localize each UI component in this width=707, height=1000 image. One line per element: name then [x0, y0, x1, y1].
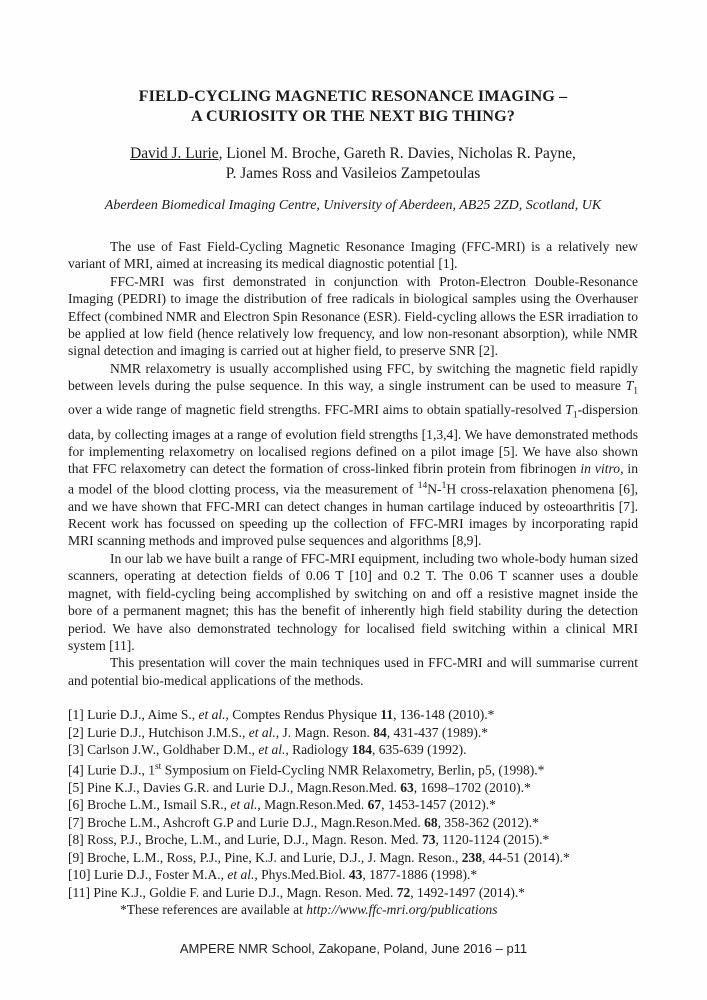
reference-item: [2] Lurie D.J., Hutchison J.M.S., et al., J. Magn. Reson. 84, 431-437 (1989).* [68, 724, 488, 740]
paper-header [68, 86, 638, 215]
reference-item: [8] Ross, P.J., Broche, L.M., and Lurie, D.J., Magn. Reson. Med. 73, 1120-1124 (2015).* [68, 832, 550, 847]
references-availability-note: *These references are available at http://www.ffc-mri.org/publications [120, 902, 498, 917]
paper-title [68, 86, 638, 126]
abstract-paragraph: In our lab we have built a range of FFC-MRI equipment, including two whole-body human sized scanners, operating at detection fields of 0.06 T [10] and 0.2 T. The 0.06 T scanner uses a double magnet, with field-cycling being accomplished by switching on and off a resistive magnet inside the bore of a permanent magnet; this has the benefit of inherently high field stability during the detection period. We have also demonstrated technology for localised field switching within a clinical MRI system [11]. [68, 550, 638, 653]
affiliation: Aberdeen Biomedical Imaging Centre, University of Aberdeen, AB25 2ZD, Scotland, UK [104, 198, 602, 213]
reference-item: [7] Broche L.M., Ashcroft G.P and Lurie D.J., Magn.Reson.Med. 68, 358-362 (2012).* [68, 814, 539, 830]
page-footer: AMPERE NMR School, Zakopane, Poland, June 2016 – p11 [179, 941, 528, 956]
author-list [68, 144, 638, 184]
reference-item: [9] Broche, L.M., Ross, P.J., Pine, K.J. and Lurie, D.J., J. Magn. Reson., 238, 44-51 (2014).* [68, 849, 570, 865]
reference-list [68, 706, 644, 919]
reference-item: [3] Carlson J.W., Goldhaber D.M., et al., Radiology 184, 635-639 (1992). [68, 742, 467, 757]
abstract-paragraph: NMR relaxometry is usually accomplished using FFC, by switching the magnetic field rapidly between levels during the pulse sequence. In this way, a single instrument can be used to measure $T_1$ over a wide range of magnetic field strengths. FFC-MRI aims to obtain spatially-resolved $T_1$-dispersion data, by collecting images at a range of evolution field strengths [1,3,4]. We have demonstrated methods for implementing relaxometry on localised regions defined on a pilot image [5]. We have also shown that FFC relaxometry can detect the formation of cross-linked fibrin protein from fibrinogen in vitro, in a model of the blood clotting process, via the measurement of $^{14}$N-$^1$H cross-relaxation phenomena [6], and we have shown that FFC-MRI can detect changes in human cartilage induced by osteoarthritis [7]. Recent work has focussed on speeding up the collection of FFC-MRI images by incorporating rapid MRI scanning methods and improved pulse sequences and algorithms [8,9]. [68, 360, 639, 549]
author-list-line-1: David J. Lurie, Lionel M. Broche, Gareth R. Davies, Nicholas R. Payne, [130, 145, 576, 162]
reference-item: [6] Broche L.M., Ismail S.R., et al., Magn.Reson.Med. 67, 1453-1457 (2012).* [68, 797, 496, 812]
reference-item: [11] Pine K.J., Goldie F. and Lurie D.J., Magn. Reson. Med. 72, 1492-1497 (2014).* [68, 884, 526, 900]
reference-item: [4] Lurie D.J., 1st Symposium on Field-Cycling NMR Relaxometry, Berlin, p5, (1998).* [68, 761, 545, 777]
paper-title-line-1: FIELD-CYCLING MAGNETIC RESONANCE IMAGING – [138, 87, 568, 105]
abstract-body [68, 238, 638, 689]
author-list-line-2: P. James Ross and Vasileios Zampetoulas [225, 165, 481, 182]
abstract-paragraph: FFC-MRI was first demonstrated in conjunction with Proton-Electron Double-Resonance Imaging (PEDRI) to image the distribution of free radicals in biological samples using the Overhauser Effect (combined NMR and Electron Spin Resonance (ESR). Field-cycling allows the ESR irradiation to be applied at low field (hence relatively low frequency, and low non-resonant absorption), while NMR signal detection and imaging is carried out at higher field, to preserve SNR [2]. [68, 273, 638, 359]
paper-title-line-2: A CURIOSITY OR THE NEXT BIG THING? [191, 107, 515, 125]
abstract-paragraph: The use of Fast Field-Cycling Magnetic Resonance Imaging (FFC-MRI) is a relatively new variant of MRI, aimed at increasing its medical diagnostic potential [1]. [68, 239, 638, 272]
abstract-paragraph: This presentation will cover the main techniques used in FFC-MRI and will summarise current and potential bio-medical applications of the methods. [68, 655, 638, 688]
reference-item: [5] Pine K.J., Davies G.R. and Lurie D.J., Magn.Reson.Med. 63, 1698–1702 (2010).* [68, 779, 531, 795]
reference-item: [1] Lurie D.J., Aime S., et al., Comptes Rendus Physique 11, 136-148 (2010).* [68, 707, 495, 722]
reference-item: [10] Lurie D.J., Foster M.A., et al., Phys.Med.Biol. 43, 1877-1886 (1998).* [68, 867, 478, 882]
